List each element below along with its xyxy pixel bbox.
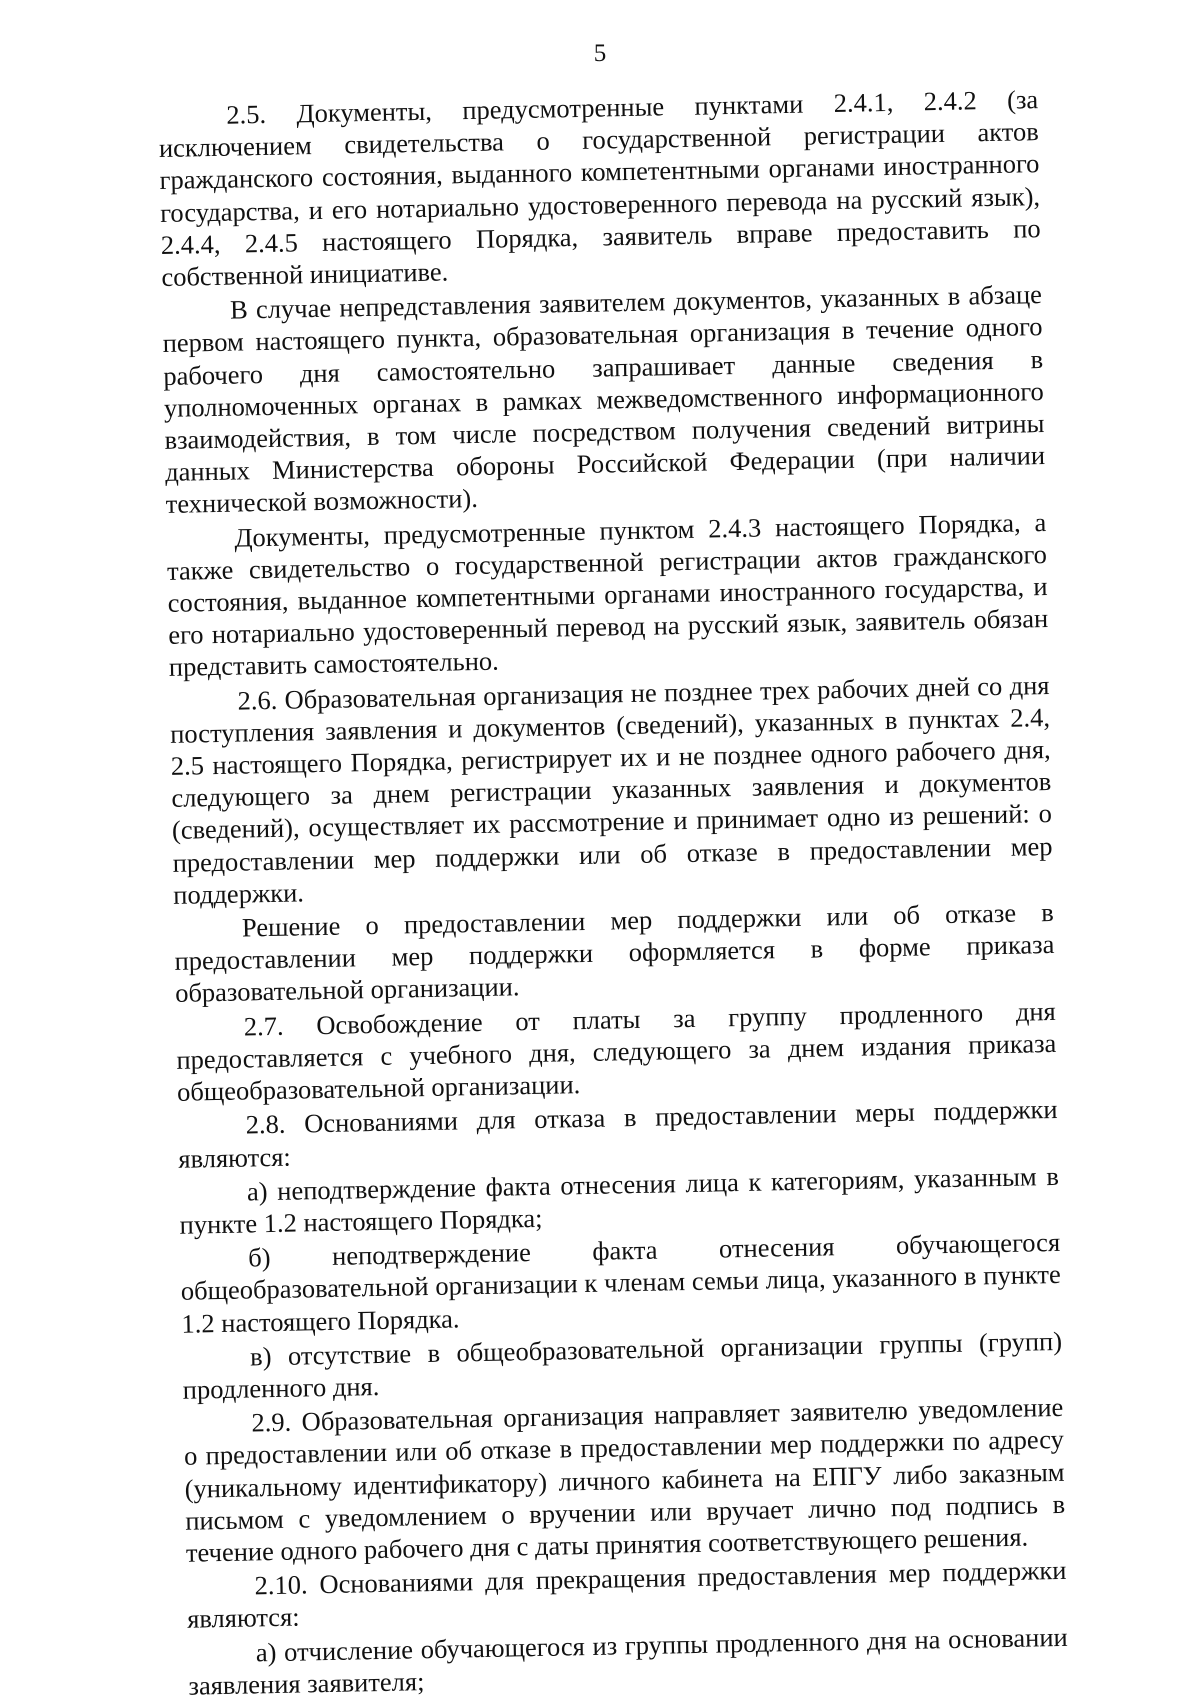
paragraph-2-10-a: а) отчисление обучающегося из группы продленного дня на основании заявления заявителя; [188,1621,1068,1701]
paragraph-2-8-b: б) неподтверждение факта отнесения обучающегося общеобразовательной организации к членам семьи лица, указанного в пункте 1.2 настоящего Порядка. [180,1227,1061,1339]
paragraph-2-8-a: а) неподтверждение факта отнесения лица к категориям, указанным в пункте 1.2 настоящего Порядка; [179,1160,1060,1240]
paragraph-2-5-absent-documents: В случае непредставления заявителем документов, указанных в абзаце первом настоящего пункта, образовательная организация в течение одного рабочего дня самостоятельно запрашивает данные сведения в уполномоченных органах в рамках межведомственного информационного взаимодействия, в том числе посредством получения сведений витрины данных Министерства обороны Российской Федерации (при наличии технической возможности). [162,279,1046,520]
paragraph-2-6-decision-form: Решение о предоставлении мер поддержки или об отказе в предоставлении мер поддержки оформляется в форме приказа образовательной организации. [174,897,1055,1009]
paragraph-2-8-v: в) отсутствие в общеобразовательной организации группы (групп) продленного дня. [182,1325,1063,1405]
paragraph-2-8: 2.8. Основаниями для отказа в предоставлении меры поддержки являются: [178,1094,1058,1174]
paragraph-2-9: 2.9. Образовательная организация направляет заявителю уведомление о предоставлении или об отказе в предоставлении мер поддержки по адресу (уникальному идентификатору) личного кабинета на ЕПГУ либо заказным письмом с уведомлением о вручении или вручает лично под подпись в течение одного рабочего дня с даты принятия соответствующего решения. [183,1391,1066,1568]
paragraph-2-5: 2.5. Документы, предусмотренные пунктами 2.4.1, 2.4.2 (за исключением свидетельства о государственной регистрации актов гражданского состояния, выданного компетентными органами иностранного государства, и его нотариально удостоверенного перевода на русский язык), 2.4.4, 2.4.5 настоящего Порядка, заявитель вправе предоставить по собственной инициативе. [158,84,1041,292]
paragraph-2-10: 2.10. Основаниями для прекращения предоставления мер поддержки являются: [186,1554,1067,1635]
paragraph-2-6: 2.6. Образовательная организация не позднее трех рабочих дней со дня поступления заявления и документов (сведений), указанных в пунктах 2.4, 2.5 настоящего Порядка, регистрирует их и не позднее одного рабочего дня, следующего за днем регистрации указанных заявления и документов (сведений), осуществляет их рассмотрение и принимает одно из решений: о предоставлении мер поддержки или об отказе в предоставлении мер поддержки. [169,669,1053,910]
document-body [158,83,1069,1704]
paragraph-2-5-mandatory-documents: Документы, предусмотренные пунктом 2.4.3 настоящего Порядка, а также свидетельство о государственной регистрации актов гражданского состояния, выданное компетентными органами иностранного государства, и его нотариально удостоверенный перевод на русский язык, заявитель обязан представить самостоятельно. [166,506,1049,683]
paragraph-2-7: 2.7. Освобождение от платы за группу продленного дня предоставляется с учебного дня, следующего за днем издания приказа общеобразовательной организации. [176,995,1057,1107]
page-number: 5 [593,40,607,67]
